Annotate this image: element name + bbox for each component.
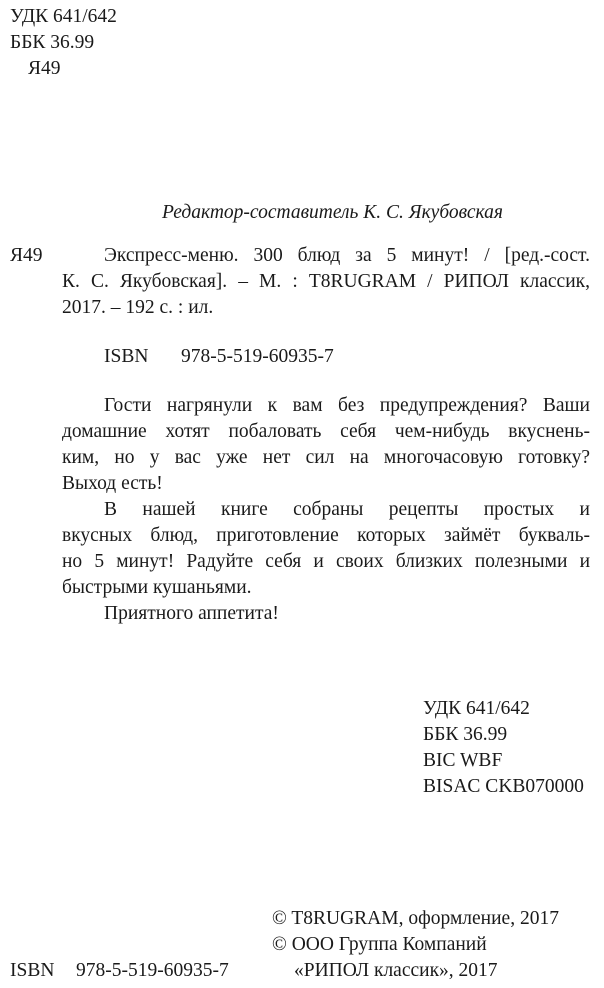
isbn-value: 978-5-519-60935-7 [181,346,334,367]
header-udk: УДК 641/642 [10,6,117,27]
annotation-p1-line3: ким, но у вас уже нет сил на многочасовую готовку? [62,447,590,468]
bibliographic-mark: Я49 [10,245,43,266]
copyright-line-2: © ООО Группа Компаний [272,934,487,955]
editor-line: Редактор-составитель К. С. Якубовская [162,202,503,223]
annotation-p2-line3: но 5 минут! Радуйте себя и своих близких полезными и [62,551,590,572]
annotation-p1-line4: Выход есть! [62,473,163,494]
annotation-p1-line1: Гости нагрянули к вам без предупреждения? Ваши [104,395,590,416]
footer-udk: УДК 641/642 [423,698,530,719]
copyright-line-3: «РИПОЛ классик», 2017 [294,960,498,981]
bibliographic-line-1: Экспресс-меню. 300 блюд за 5 минут! / [ред.-сост. [104,245,590,266]
bibliographic-line-2: К. С. Якубовская]. – М. : T8RUGRAM / РИПОЛ классик, [62,271,590,292]
footer-isbn-value: 978-5-519-60935-7 [76,960,229,981]
bibliographic-line-3: 2017. – 192 с. : ил. [62,297,214,318]
header-author-mark: Я49 [28,58,61,79]
annotation-p2-line4: быстрыми кушаньями. [62,577,252,598]
footer-bisac: BISAC CKB070000 [423,776,584,797]
footer-bic: BIC WBF [423,750,503,771]
footer-isbn-label: ISBN [10,960,55,981]
annotation-p1-line2: домашние хотят побаловать себя чем-нибудь вкуснень- [62,421,590,442]
copyright-line-1: © T8RUGRAM, оформление, 2017 [272,908,559,929]
annotation-p2-line1: В нашей книге собраны рецепты простых и [104,499,590,520]
isbn-label: ISBN [104,346,149,367]
header-bbk: ББК 36.99 [10,32,95,53]
footer-bbk: ББК 36.99 [423,724,508,745]
annotation-p3-line1: Приятного аппетита! [104,603,279,624]
annotation-p2-line2: вкусных блюд, приготовление которых займёт букваль- [62,525,590,546]
